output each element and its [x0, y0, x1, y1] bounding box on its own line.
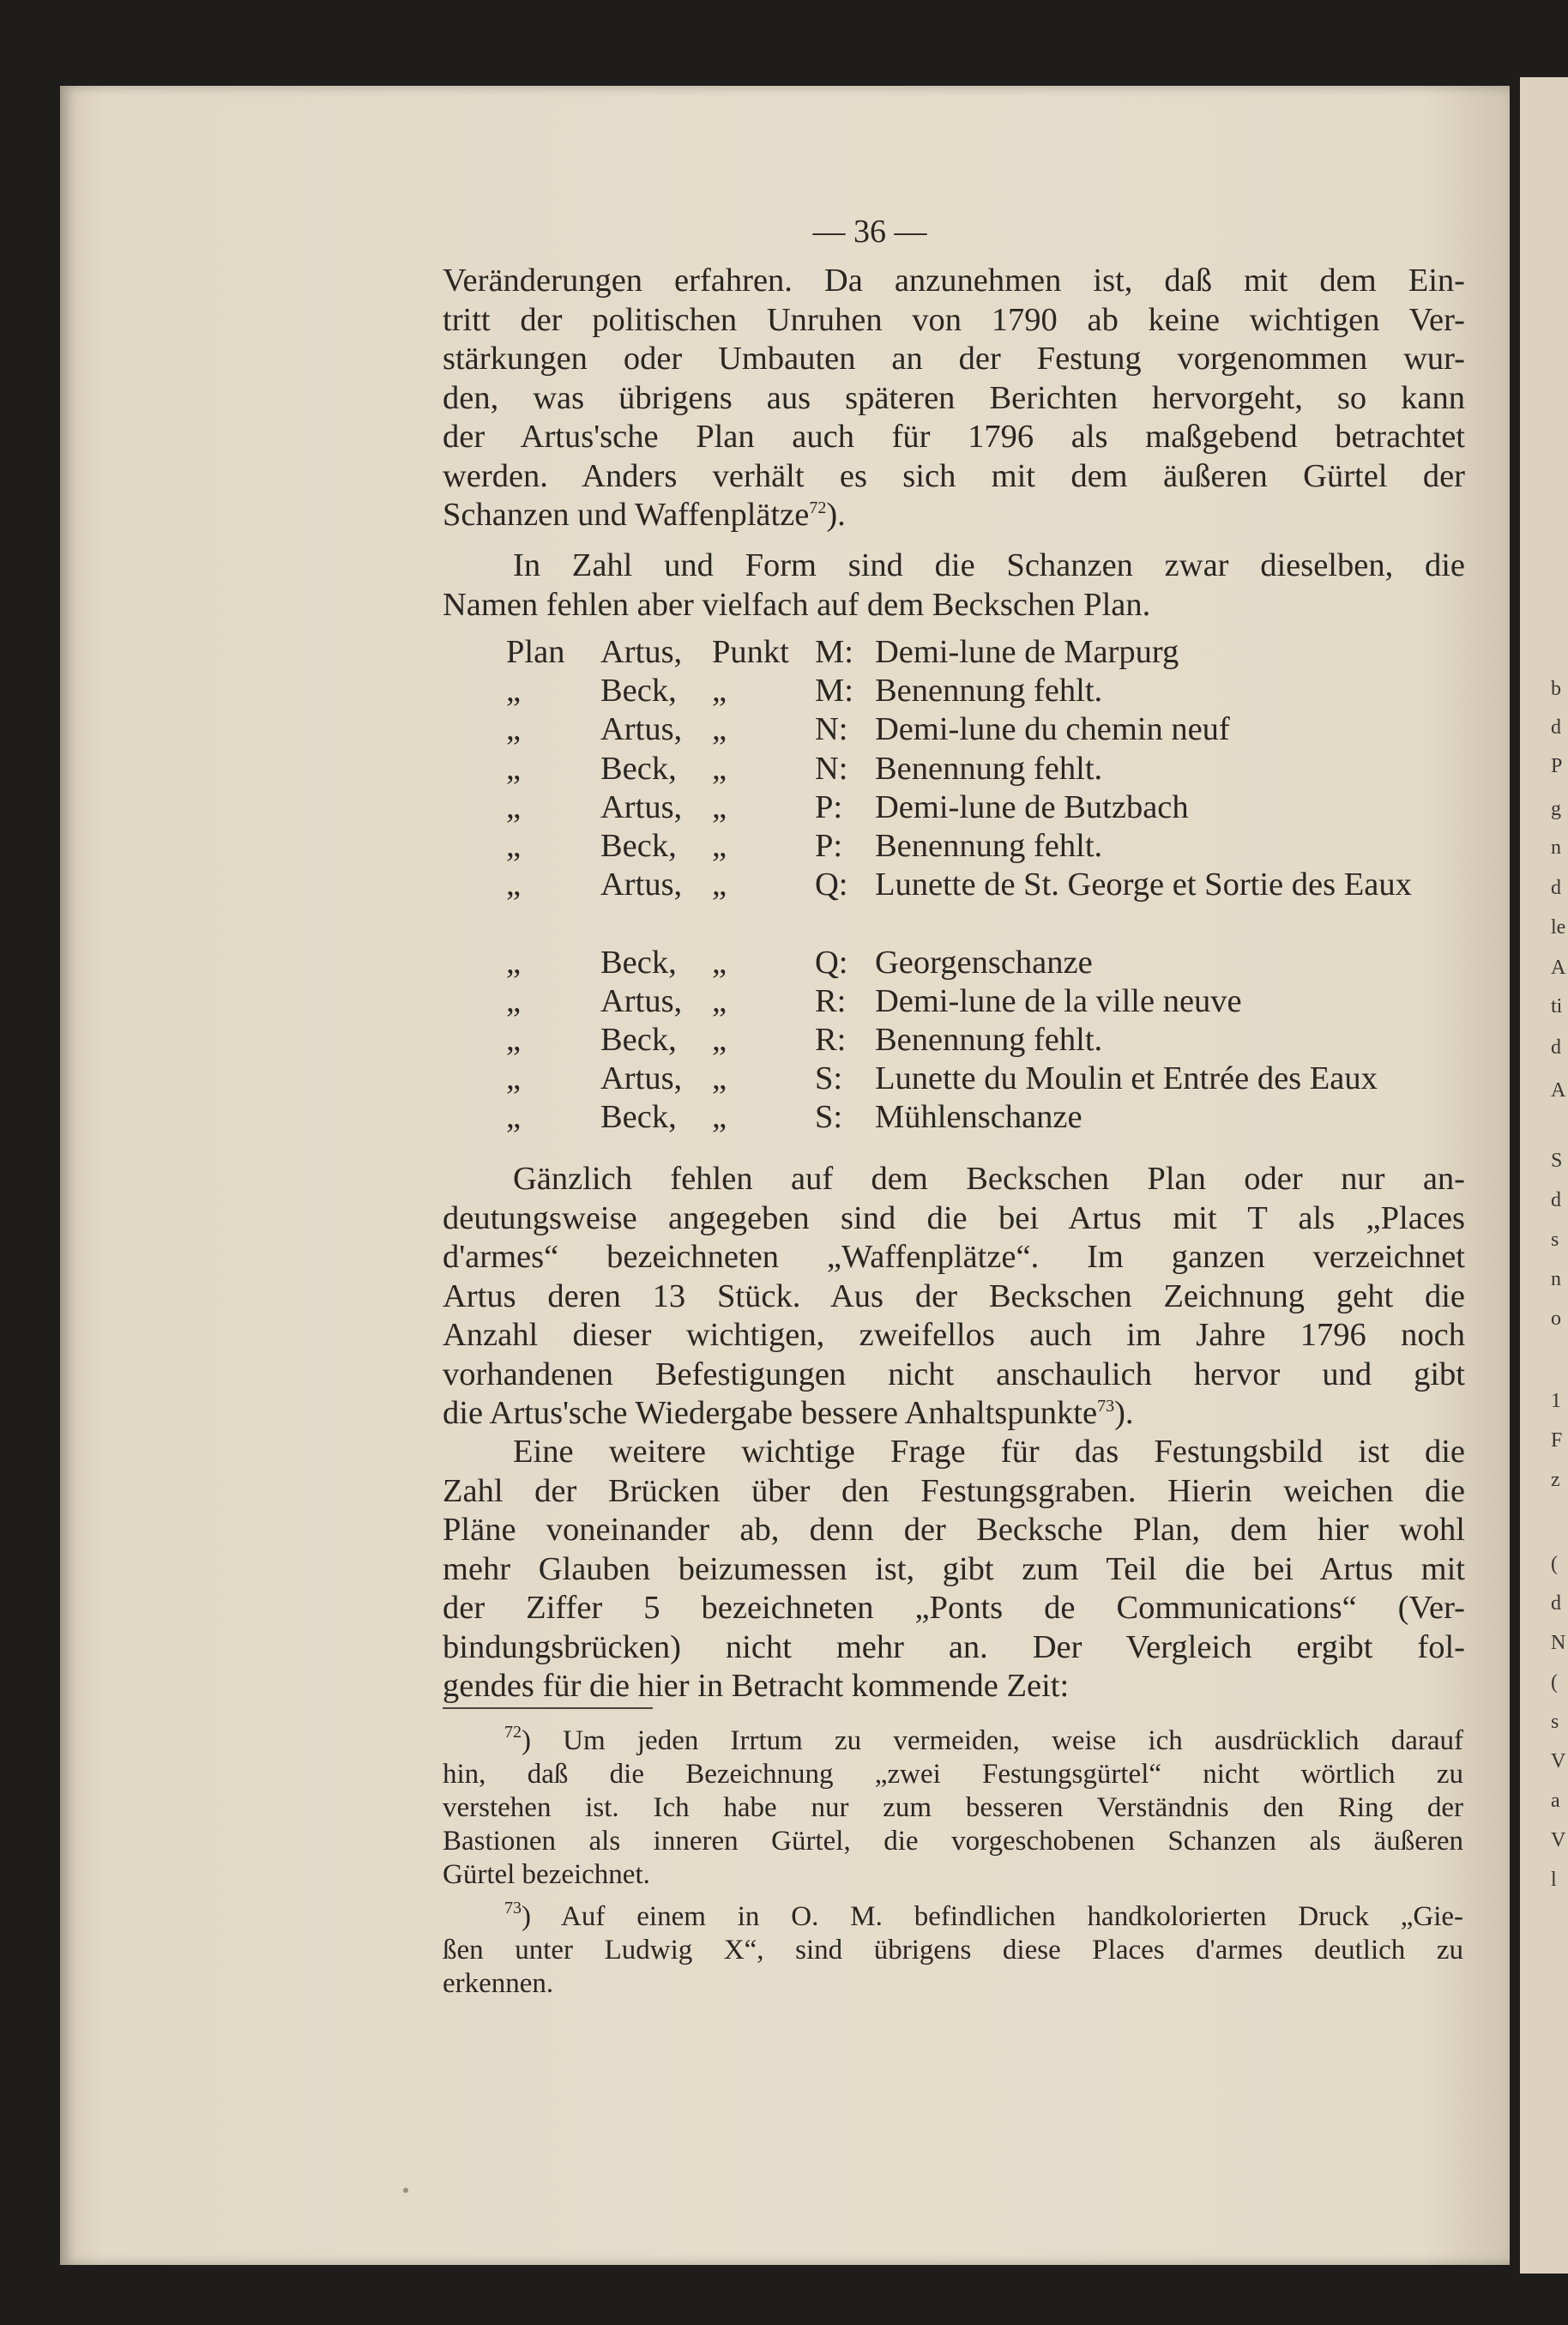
table-row	[506, 750, 1475, 788]
next-page-letter: 1	[1551, 1390, 1561, 1412]
table-row	[506, 788, 1475, 827]
table-row	[506, 1021, 1475, 1060]
cell-source: Artus,	[600, 1060, 683, 1097]
cell-letter: Q:	[815, 867, 848, 903]
cell-plan: „	[506, 711, 522, 748]
cell-name: Demi-lune de Butzbach	[875, 788, 1189, 825]
text-fragment: ).	[826, 497, 846, 533]
cell-punkt: „	[712, 944, 727, 981]
cell-plan: „	[506, 1021, 522, 1058]
text-fragment: Schanzen und Waffenplätze	[443, 497, 810, 533]
footnote-mark: 72	[504, 1723, 522, 1742]
cell-plan: „	[506, 827, 522, 864]
next-page-strip	[1520, 77, 1568, 2274]
table-row	[506, 710, 1475, 749]
text-fragment: ) Um jeden Irrtum zu vermeiden, weise ich ausdrücklich darauf	[522, 1725, 1463, 1756]
text-line: Pläne voneinander ab, denn der Becksche Plan, dem hier wohl	[443, 1512, 1465, 1548]
cell-letter: N:	[815, 750, 848, 787]
cell-name: Lunette du Moulin et Entrée des Eaux	[875, 1060, 1378, 1097]
text-line: deutungsweise angegeben sind die bei Artus mit T als „Places	[443, 1199, 1465, 1236]
next-page-letter: a	[1551, 1790, 1560, 1812]
text-line: der Ziffer 5 bezeichneten „Ponts de Communications“ (Ver-	[443, 1590, 1465, 1626]
cell-source: Artus,	[600, 788, 683, 825]
text-line: mehr Glauben beizumessen ist, gibt zum Teil die bei Artus mit	[443, 1550, 1465, 1587]
text-line: hin, daß die Bezeichnung „zwei Festungsgürtel“ nicht wörtlich zu	[443, 1759, 1463, 1790]
cell-plan: „	[506, 788, 522, 825]
text-line: der Artus'sche Plan auch für 1796 als maßgebend betrachtet	[443, 419, 1465, 455]
next-page-letter: P	[1551, 755, 1563, 777]
text-line	[443, 1394, 1465, 1434]
next-page-letter: n	[1551, 836, 1561, 859]
cell-plan: „	[506, 867, 522, 903]
text-line: ßen unter Ludwig X“, sind übrigens diese Places d'armes deutlich zu	[443, 1935, 1463, 1966]
cell-name: Benennung fehlt.	[875, 827, 1103, 864]
paragraph-2	[443, 547, 1465, 625]
cell-source: Beck,	[600, 827, 677, 864]
table-row	[506, 866, 1475, 943]
paragraph-4	[443, 1433, 1465, 1706]
text-line: Eine weitere wichtige Frage für das Festungsbild ist die	[513, 1434, 1465, 1470]
footnote-73	[443, 1900, 1463, 2001]
next-page-letter: n	[1551, 1268, 1561, 1290]
text-fragment: die Artus'sche Wiedergabe bessere Anhaltspunkte	[443, 1395, 1098, 1431]
next-page-letter: o	[1551, 1307, 1561, 1330]
text-line	[443, 1900, 1463, 1934]
footnote-mark: 73	[504, 1899, 522, 1917]
table-row	[506, 1060, 1475, 1098]
cell-punkt: „	[712, 982, 727, 1019]
next-page-letter: l	[1551, 1869, 1557, 1891]
cell-punkt: „	[712, 867, 727, 903]
next-page-letter: b	[1551, 678, 1561, 700]
text-line: Namen fehlen aber vielfach auf dem Beckschen Plan.	[443, 586, 1151, 623]
cell-punkt: „	[712, 673, 727, 710]
cell-name: Demi-lune de Marpurg	[875, 634, 1179, 670]
cell-source: Beck,	[600, 750, 677, 787]
next-page-letter: le	[1551, 916, 1566, 939]
text-line: werden. Anders verhält es sich mit dem äußeren Gürtel der	[443, 457, 1465, 494]
next-page-letter: ti	[1551, 995, 1563, 1018]
table-row	[506, 944, 1475, 982]
cell-source: Beck,	[600, 944, 677, 981]
cell-punkt: „	[712, 711, 727, 748]
table-row	[506, 633, 1475, 672]
next-page-letter: (	[1551, 1671, 1558, 1694]
cell-punkt: „	[712, 1060, 727, 1097]
next-page-letter: d	[1551, 877, 1561, 899]
text-line	[443, 1724, 1463, 1758]
cell-letter: R:	[815, 1021, 847, 1058]
cell-name: Benennung fehlt.	[875, 673, 1103, 710]
text-line: Zahl der Brücken über den Festungsgraben. Hierin weichen die	[443, 1472, 1465, 1509]
cell-name: Lunette de St. George et Sortie des Eaux	[875, 867, 1412, 903]
cell-letter: R:	[815, 982, 847, 1019]
cell-plan: Plan	[506, 634, 565, 670]
cell-plan: „	[506, 982, 522, 1019]
cell-name: Georgenschanze	[875, 944, 1093, 981]
cell-letter: S:	[815, 1099, 843, 1136]
cell-plan: „	[506, 750, 522, 787]
footnote-ref-73: 73	[1097, 1397, 1115, 1416]
cell-letter: S:	[815, 1060, 843, 1097]
cell-name: Mühlenschanze	[875, 1099, 1083, 1136]
text-line: gendes für die hier in Betracht kommende Zeit:	[443, 1668, 1070, 1704]
next-page-letter: N	[1551, 1632, 1566, 1654]
next-page-letter: z	[1551, 1469, 1560, 1491]
cell-plan: „	[506, 673, 522, 710]
cell-letter: M:	[815, 634, 853, 670]
fortification-table	[506, 633, 1475, 1137]
cell-name: Demi-lune du chemin neuf	[875, 711, 1230, 748]
cell-letter: P:	[815, 827, 843, 864]
footnote-rule	[443, 1707, 653, 1709]
cell-name: Benennung fehlt.	[875, 750, 1103, 787]
text-line: erkennen.	[443, 1968, 554, 1999]
next-page-letter: d	[1551, 1592, 1561, 1615]
next-page-letter: d	[1551, 1189, 1561, 1211]
text-line	[443, 496, 1465, 535]
text-fragment: ) Auf einem in O. M. befindlichen handkolorierten Druck „Gie-	[522, 1901, 1463, 1932]
cell-name: Benennung fehlt.	[875, 1021, 1103, 1058]
text-line: d'armes“ bezeichneten „Waffenplätze“. Im ganzen verzeichnet	[443, 1239, 1465, 1275]
next-page-letter: s	[1551, 1229, 1559, 1251]
next-page-letter: S	[1551, 1150, 1563, 1172]
text-line: Anzahl dieser wichtigen, zweifellos auch im Jahre 1796 noch	[443, 1317, 1465, 1353]
cell-plan: „	[506, 1099, 522, 1136]
text-line: den, was übrigens aus späteren Berichten hervorgeht, so kann	[443, 379, 1465, 416]
table-row	[506, 827, 1475, 866]
cell-name: Demi-lune de la ville neuve	[875, 982, 1242, 1019]
text-line: stärkungen oder Umbauten an der Festung vorgenommen wur-	[443, 341, 1465, 377]
footnote-ref-72: 72	[809, 498, 827, 517]
next-page-letter: A	[1551, 957, 1566, 979]
text-line: tritt der politischen Unruhen von 1790 ab keine wichtigen Ver-	[443, 301, 1465, 338]
cell-punkt: Punkt	[712, 634, 789, 670]
next-page-letter: A	[1551, 1079, 1566, 1102]
text-line: bindungsbrücken) nicht mehr an. Der Vergleich ergibt fol-	[443, 1628, 1465, 1665]
text-line: Veränderungen erfahren. Da anzunehmen ist, daß mit dem Ein-	[443, 263, 1465, 299]
cell-plan: „	[506, 944, 522, 981]
next-page-letter: s	[1551, 1711, 1559, 1733]
text-line: verstehen ist. Ich habe nur zum besseren Verständnis den Ring der	[443, 1792, 1463, 1823]
cell-source: Beck,	[600, 1021, 677, 1058]
table-row	[506, 1098, 1475, 1137]
cell-letter: N:	[815, 711, 848, 748]
next-page-letter: d	[1551, 716, 1561, 739]
next-page-letter: g	[1551, 798, 1561, 820]
cell-letter: Q:	[815, 944, 848, 981]
text-line: Bastionen als inneren Gürtel, die vorgeschobenen Schanzen als äußeren	[443, 1826, 1463, 1857]
text-line: In Zahl und Form sind die Schanzen zwar dieselben, die	[513, 547, 1465, 583]
text-line: Gürtel bezeichnet.	[443, 1859, 650, 1890]
next-page-letter: V	[1551, 1750, 1566, 1772]
cell-punkt: „	[712, 750, 727, 787]
cell-punkt: „	[712, 788, 727, 825]
next-page-letter: (	[1551, 1553, 1558, 1575]
cell-letter: P:	[815, 788, 843, 825]
footnote-72	[443, 1724, 1463, 1892]
cell-punkt: „	[712, 1099, 727, 1136]
page-number: — 36 —	[812, 214, 927, 250]
text-line: vorhandenen Befestigungen nicht anschaulich hervor und gibt	[443, 1356, 1465, 1392]
cell-plan: „	[506, 1060, 522, 1097]
cell-punkt: „	[712, 827, 727, 864]
cell-source: Beck,	[600, 1099, 677, 1136]
text-line: Artus deren 13 Stück. Aus der Beckschen Zeichnung geht die	[443, 1277, 1465, 1314]
table-row	[506, 982, 1475, 1021]
paragraph-3	[443, 1160, 1465, 1434]
cell-source: Beck,	[600, 673, 677, 710]
next-page-letter: d	[1551, 1036, 1561, 1059]
cell-source: Artus,	[600, 634, 683, 670]
text-fragment: ).	[1114, 1395, 1134, 1431]
cell-source: Artus,	[600, 982, 683, 1019]
cell-source: Artus,	[600, 711, 683, 748]
next-page-letter: V	[1551, 1829, 1566, 1851]
next-page-letter: F	[1551, 1429, 1563, 1452]
text-line: Gänzlich fehlen auf dem Beckschen Plan oder nur an-	[513, 1161, 1465, 1197]
cell-source: Artus,	[600, 867, 683, 903]
paper-speck	[403, 2188, 408, 2193]
cell-letter: M:	[815, 673, 853, 710]
paragraph-1	[443, 262, 1465, 535]
cell-punkt: „	[712, 1021, 727, 1058]
table-row	[506, 672, 1475, 710]
